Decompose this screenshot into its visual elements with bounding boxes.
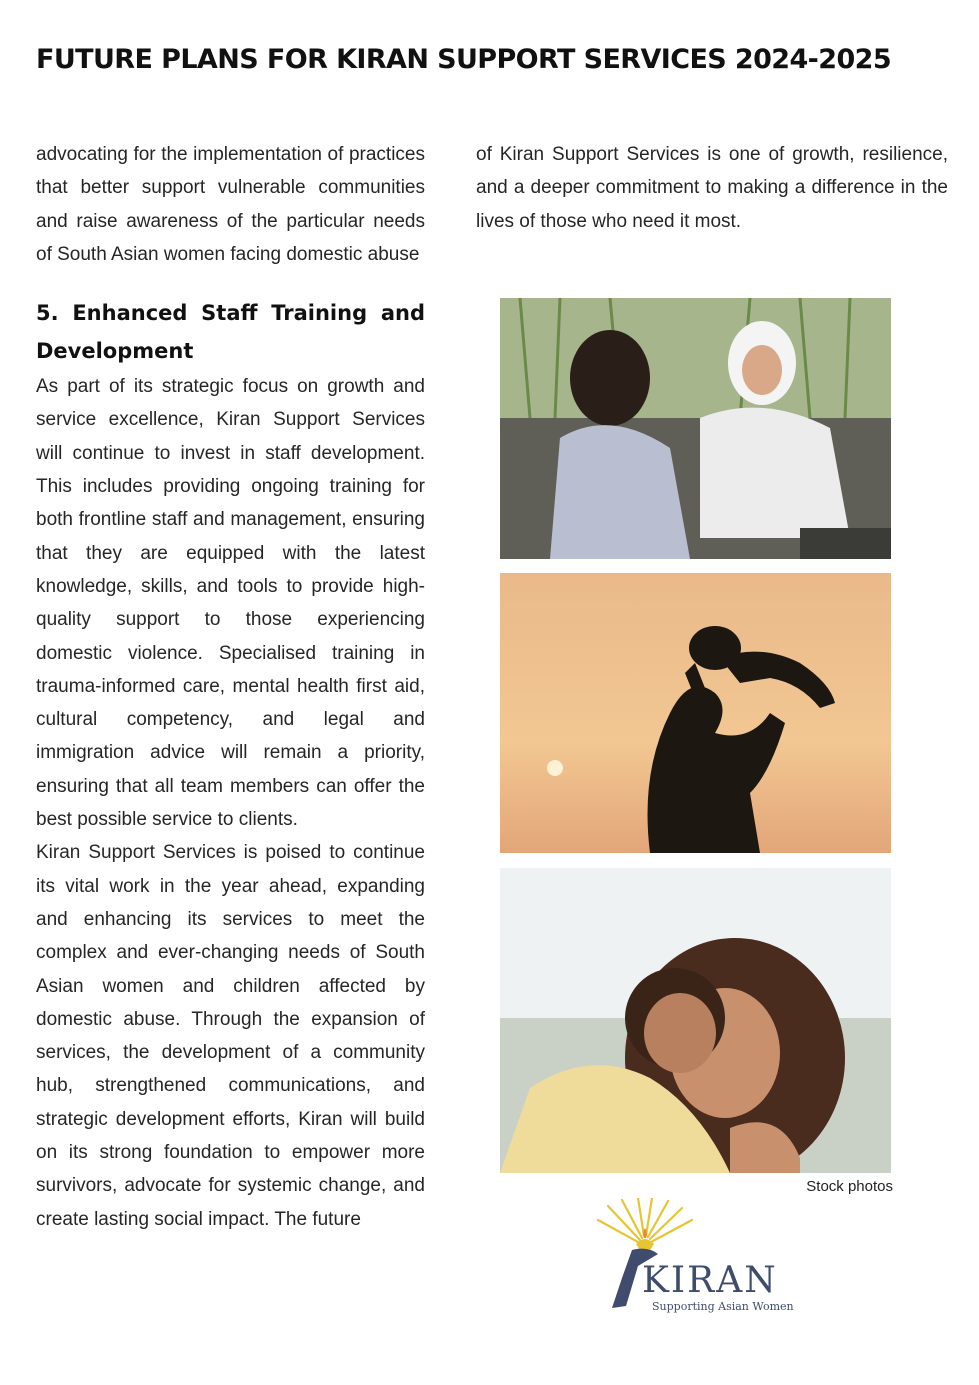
- kiran-logo: [588, 1198, 798, 1318]
- training-paragraph: As part of its strategic focus on growth and service excellence, Kiran Support Services will continue to invest in staff development. This includes providing ongoing training for both frontline staff and management, ensuring that they are equipped with the latest knowledge, skills, and tools to provide high-quality support to those experiencing domestic violence. Specialised training in trauma-informed care, mental health first aid, cultural competency, and legal and immigration advice will remain a priority, ensuring that all team members can offer the best possible service to clients.: [36, 376, 425, 831]
- continuation-paragraph: of Kiran Support Services is one of growth, resilience, and a deeper commitment to making a difference in the lives of those who need it most.: [476, 144, 948, 232]
- photo-women-talking: [500, 298, 891, 559]
- intro-paragraph: advocating for the implementation of practices that better support vulnerable communities and raise awareness of the particular needs of South Asian women facing domestic abuse: [36, 144, 425, 265]
- photo-caption: Stock photos: [806, 1178, 893, 1195]
- right-column: [476, 138, 948, 238]
- photo-mother-daughter-hug: [500, 868, 891, 1173]
- left-column: [36, 138, 425, 1236]
- logo-wordmark: KIRAN: [642, 1260, 778, 1301]
- outlook-paragraph: Kiran Support Services is poised to continue its vital work in the year ahead, expanding and enhancing its services to meet the complex and ever-changing needs of South Asian women and children affected by domestic abuse. Through the expansion of services, the development of a community hub, strengthened communications, and strategic development efforts, Kiran will build on its strong foundation to empower more survivors, advocate for systemic change, and create lasting social impact. The future: [36, 842, 425, 1230]
- page-title: FUTURE PLANS FOR KIRAN SUPPORT SERVICES 2024-2025: [36, 44, 892, 75]
- section-heading: 5. Enhanced Staff Training and Development: [36, 301, 425, 364]
- photo-mother-baby-sunset: [500, 573, 891, 853]
- logo-tagline: Supporting Asian Women: [652, 1300, 794, 1313]
